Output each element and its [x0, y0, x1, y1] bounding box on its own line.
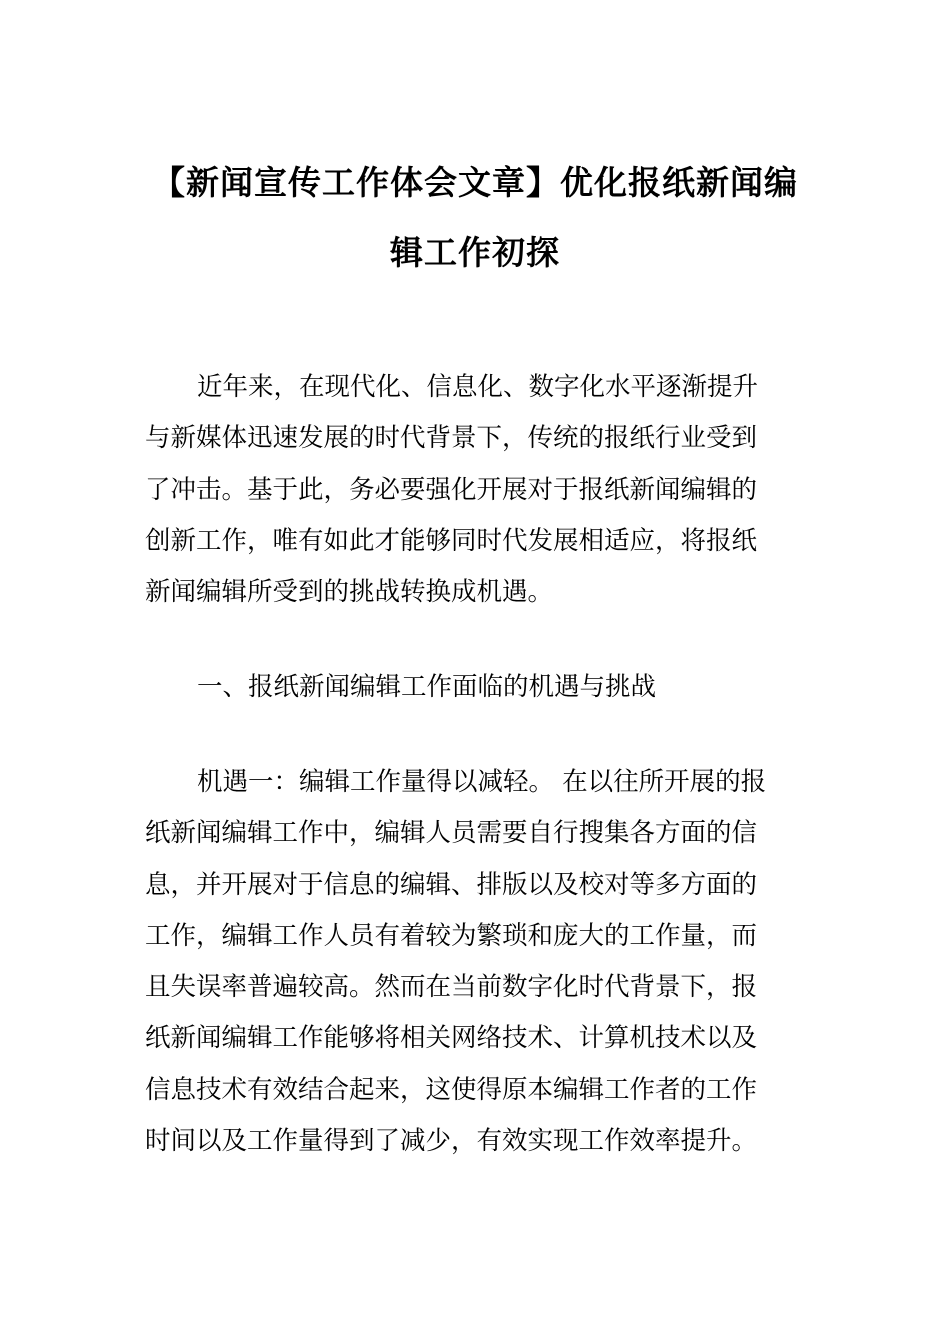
- text-line: 且失误率普遍较高。然而在当前数字化时代背景下，报: [145, 972, 758, 1003]
- text-line: 信息技术有效结合起来，这使得原本编辑工作者的工作: [145, 1074, 758, 1105]
- text-line: 纸新闻编辑工作中，编辑人员需要自行搜集各方面的信: [145, 818, 758, 849]
- opportunity-paragraph: [145, 757, 810, 1167]
- text-line: 近年来，在现代化、信息化、数字化水平逐渐提升: [197, 372, 759, 402]
- text-line: 工作，编辑工作人员有着较为繁琐和庞大的工作量，而: [145, 920, 758, 951]
- text-line: 息，并开展对于信息的编辑、排版以及校对等多方面的: [145, 869, 758, 900]
- title-line: 辑工作初探: [390, 233, 560, 272]
- title-line: 【新闻宣传工作体会文章】优化报纸新闻编: [152, 163, 798, 202]
- text-line: 新闻编辑所受到的挑战转换成机遇。: [145, 577, 554, 608]
- text-line: 了冲击。基于此，务必要强化开展对于报纸新闻编辑的: [145, 474, 758, 505]
- text-line: 机遇一：编辑工作量得以减轻。 在以往所开展的报: [197, 767, 767, 797]
- text-line: 创新工作，唯有如此才能够同时代发展相适应，将报纸: [145, 525, 758, 556]
- section-heading-text: 一、报纸新闻编辑工作面临的机遇与挑战: [197, 672, 657, 702]
- document-title: [140, 148, 810, 288]
- text-line: 时间以及工作量得到了减少，有效实现工作效率提升。: [145, 1126, 758, 1157]
- intro-paragraph: [145, 362, 810, 618]
- text-line: 与新媒体迅速发展的时代背景下，传统的报纸行业受到: [145, 423, 758, 454]
- section-heading: [145, 662, 810, 713]
- text-line: 纸新闻编辑工作能够将相关网络技术、计算机技术以及: [145, 1023, 758, 1054]
